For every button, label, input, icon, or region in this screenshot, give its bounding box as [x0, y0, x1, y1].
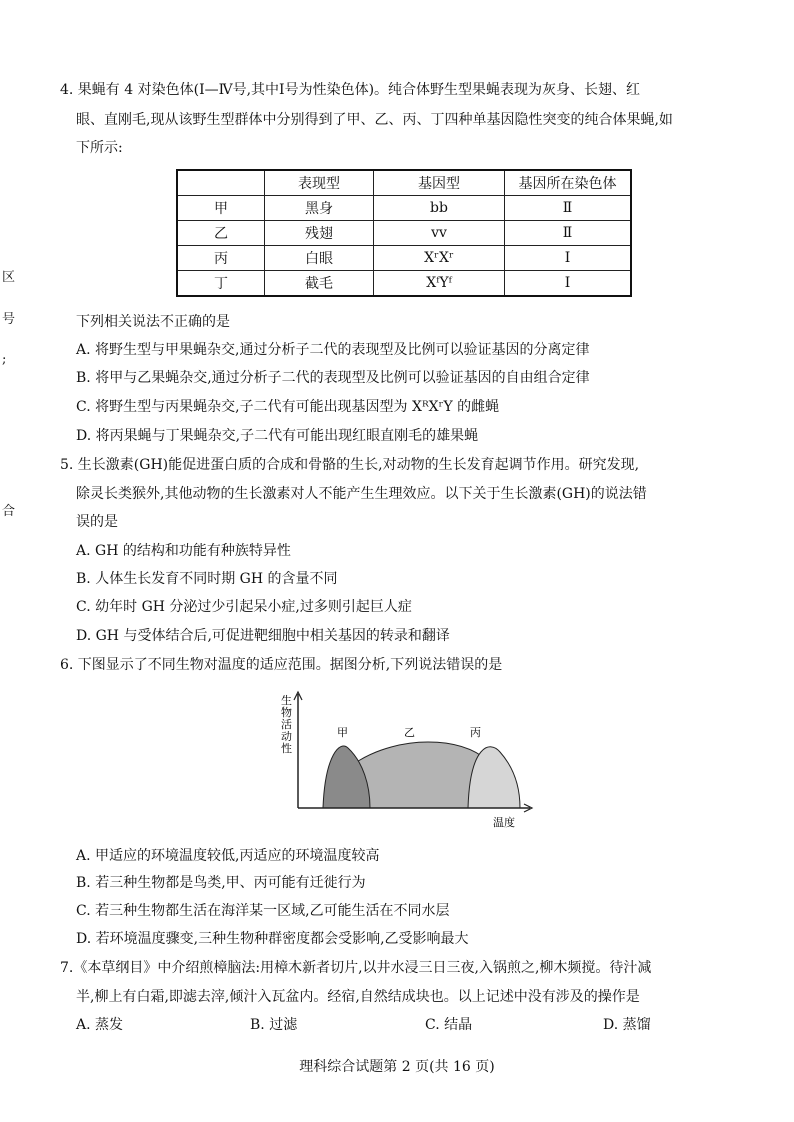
margin-mark: 合: [2, 504, 16, 519]
table-header-cell: 基因型: [374, 170, 505, 196]
page-footer: 理科综合试题第 2 页(共 16 页): [299, 1059, 495, 1075]
table-row: [177, 221, 631, 246]
table-header-cell: 表现型: [265, 170, 374, 196]
q5-stem-line1: 5. 生长激素(GH)能促进蛋白质的合成和骨骼的生长,对动物的生长发育起调节作用。研究发现,: [60, 457, 640, 473]
table-cell: 白眼: [265, 246, 374, 271]
table-header-cell: [177, 170, 265, 196]
q5-stem-line3: 误的是: [76, 514, 118, 530]
table-cell: 乙: [177, 221, 265, 246]
table-cell: Ⅰ: [505, 246, 632, 271]
q5-stem-line2: 除灵长类猴外,其他动物的生长激素对人不能产生生理效应。以下关于生长激素(GH)的说法错: [76, 486, 647, 502]
genotype-table: [176, 169, 632, 297]
q7-option-b: B. 过滤: [250, 1017, 298, 1033]
table-cell: vv: [374, 221, 505, 246]
table-cell: Ⅰ: [505, 271, 632, 297]
q7-stem-line1: 7.《本草纲目》中介绍煎樟脑法:用樟木新者切片,以井水浸三日三夜,入锅煎之,柳木频搅。待汁减: [60, 960, 652, 976]
table-row: [177, 271, 631, 297]
q4-option-b: B. 将甲与乙果蝇杂交,通过分析子二代的表现型及比例可以验证基因的自由组合定律: [76, 370, 590, 386]
margin-mark: ;: [2, 352, 7, 367]
q5-option-b: B. 人体生长发育不同时期 GH 的含量不同: [76, 571, 338, 587]
q4-question: 下列相关说法不正确的是: [76, 314, 230, 330]
curve-jia: [323, 746, 370, 808]
q5-option-c: C. 幼年时 GH 分泌过少引起呆小症,过多则引起巨人症: [76, 599, 412, 615]
q6-option-b: B. 若三种生物都是鸟类,甲、丙可能有迁徙行为: [76, 875, 366, 891]
q5-option-a: A. GH 的结构和功能有种族特异性: [76, 543, 291, 559]
q6-option-c: C. 若三种生物都生活在海洋某一区域,乙可能生活在不同水层: [76, 903, 450, 919]
q4-option-d: D. 将丙果蝇与丁果蝇杂交,子二代有可能出现红眼直刚毛的雄果蝇: [76, 428, 479, 444]
table-row: [177, 196, 631, 221]
table-cell: XʳXʳ: [374, 246, 505, 271]
table-cell: XᶠYᶠ: [374, 271, 505, 297]
table-cell: 残翅: [265, 221, 374, 246]
table-cell: bb: [374, 196, 505, 221]
table-cell: 截毛: [265, 271, 374, 297]
table-cell: 丁: [177, 271, 265, 297]
curve-label-jia: 甲: [337, 726, 348, 739]
curve-label-bing: 丙: [470, 726, 481, 739]
q4-stem-line2: 眼、直刚毛,现从该野生型群体中分别得到了甲、乙、丙、丁四种单基因隐性突变的纯合体果蝇,如: [76, 112, 673, 128]
x-axis-label: 温度: [493, 816, 515, 829]
q6-option-d: D. 若环境温度骤变,三种生物种群密度都会受影响,乙受影响最大: [76, 931, 469, 947]
table-cell: 黑身: [265, 196, 374, 221]
q6-option-a: A. 甲适应的环境温度较低,丙适应的环境温度较高: [76, 848, 380, 864]
margin-mark: 区: [2, 270, 16, 285]
q6-stem: 6. 下图显示了不同生物对温度的适应范围。据图分析,下列说法错误的是: [60, 657, 503, 673]
q7-stem-line2: 半,柳上有白霜,即滤去滓,倾汁入瓦盆内。经宿,自然结成块也。以上记述中没有涉及的操作是: [76, 989, 640, 1005]
q4-option-c: C. 将野生型与丙果蝇杂交,子二代有可能出现基因型为 XᴿXʳY 的雌蝇: [76, 399, 500, 415]
table-row: [177, 246, 631, 271]
q4-option-a: A. 将野生型与甲果蝇杂交,通过分析子二代的表现型及比例可以验证基因的分离定律: [76, 342, 590, 358]
q7-option-c: C. 结晶: [425, 1017, 473, 1033]
q5-option-d: D. GH 与受体结合后,可促进靶细胞中相关基因的转录和翻译: [76, 628, 450, 644]
table-header-cell: 基因所在染色体: [505, 170, 632, 196]
q4-stem-line1: 4. 果蝇有 4 对染色体(Ⅰ—Ⅳ号,其中Ⅰ号为性染色体)。纯合体野生型果蝇表现为灰身、长翅、红: [60, 82, 641, 98]
q4-stem-line3: 下所示:: [76, 140, 123, 156]
table-cell: 甲: [177, 196, 265, 221]
y-axis-label: 生物活动性: [281, 694, 292, 755]
q7-option-d: D. 蒸馏: [603, 1017, 651, 1033]
table-cell: Ⅱ: [505, 221, 632, 246]
temperature-adaptation-figure: [278, 690, 538, 830]
table-cell: Ⅱ: [505, 196, 632, 221]
curve-label-yi: 乙: [404, 726, 415, 739]
table-header-row: [177, 170, 631, 196]
q7-option-a: A. 蒸发: [76, 1017, 124, 1033]
margin-mark: 号: [2, 312, 16, 327]
table-cell: 丙: [177, 246, 265, 271]
